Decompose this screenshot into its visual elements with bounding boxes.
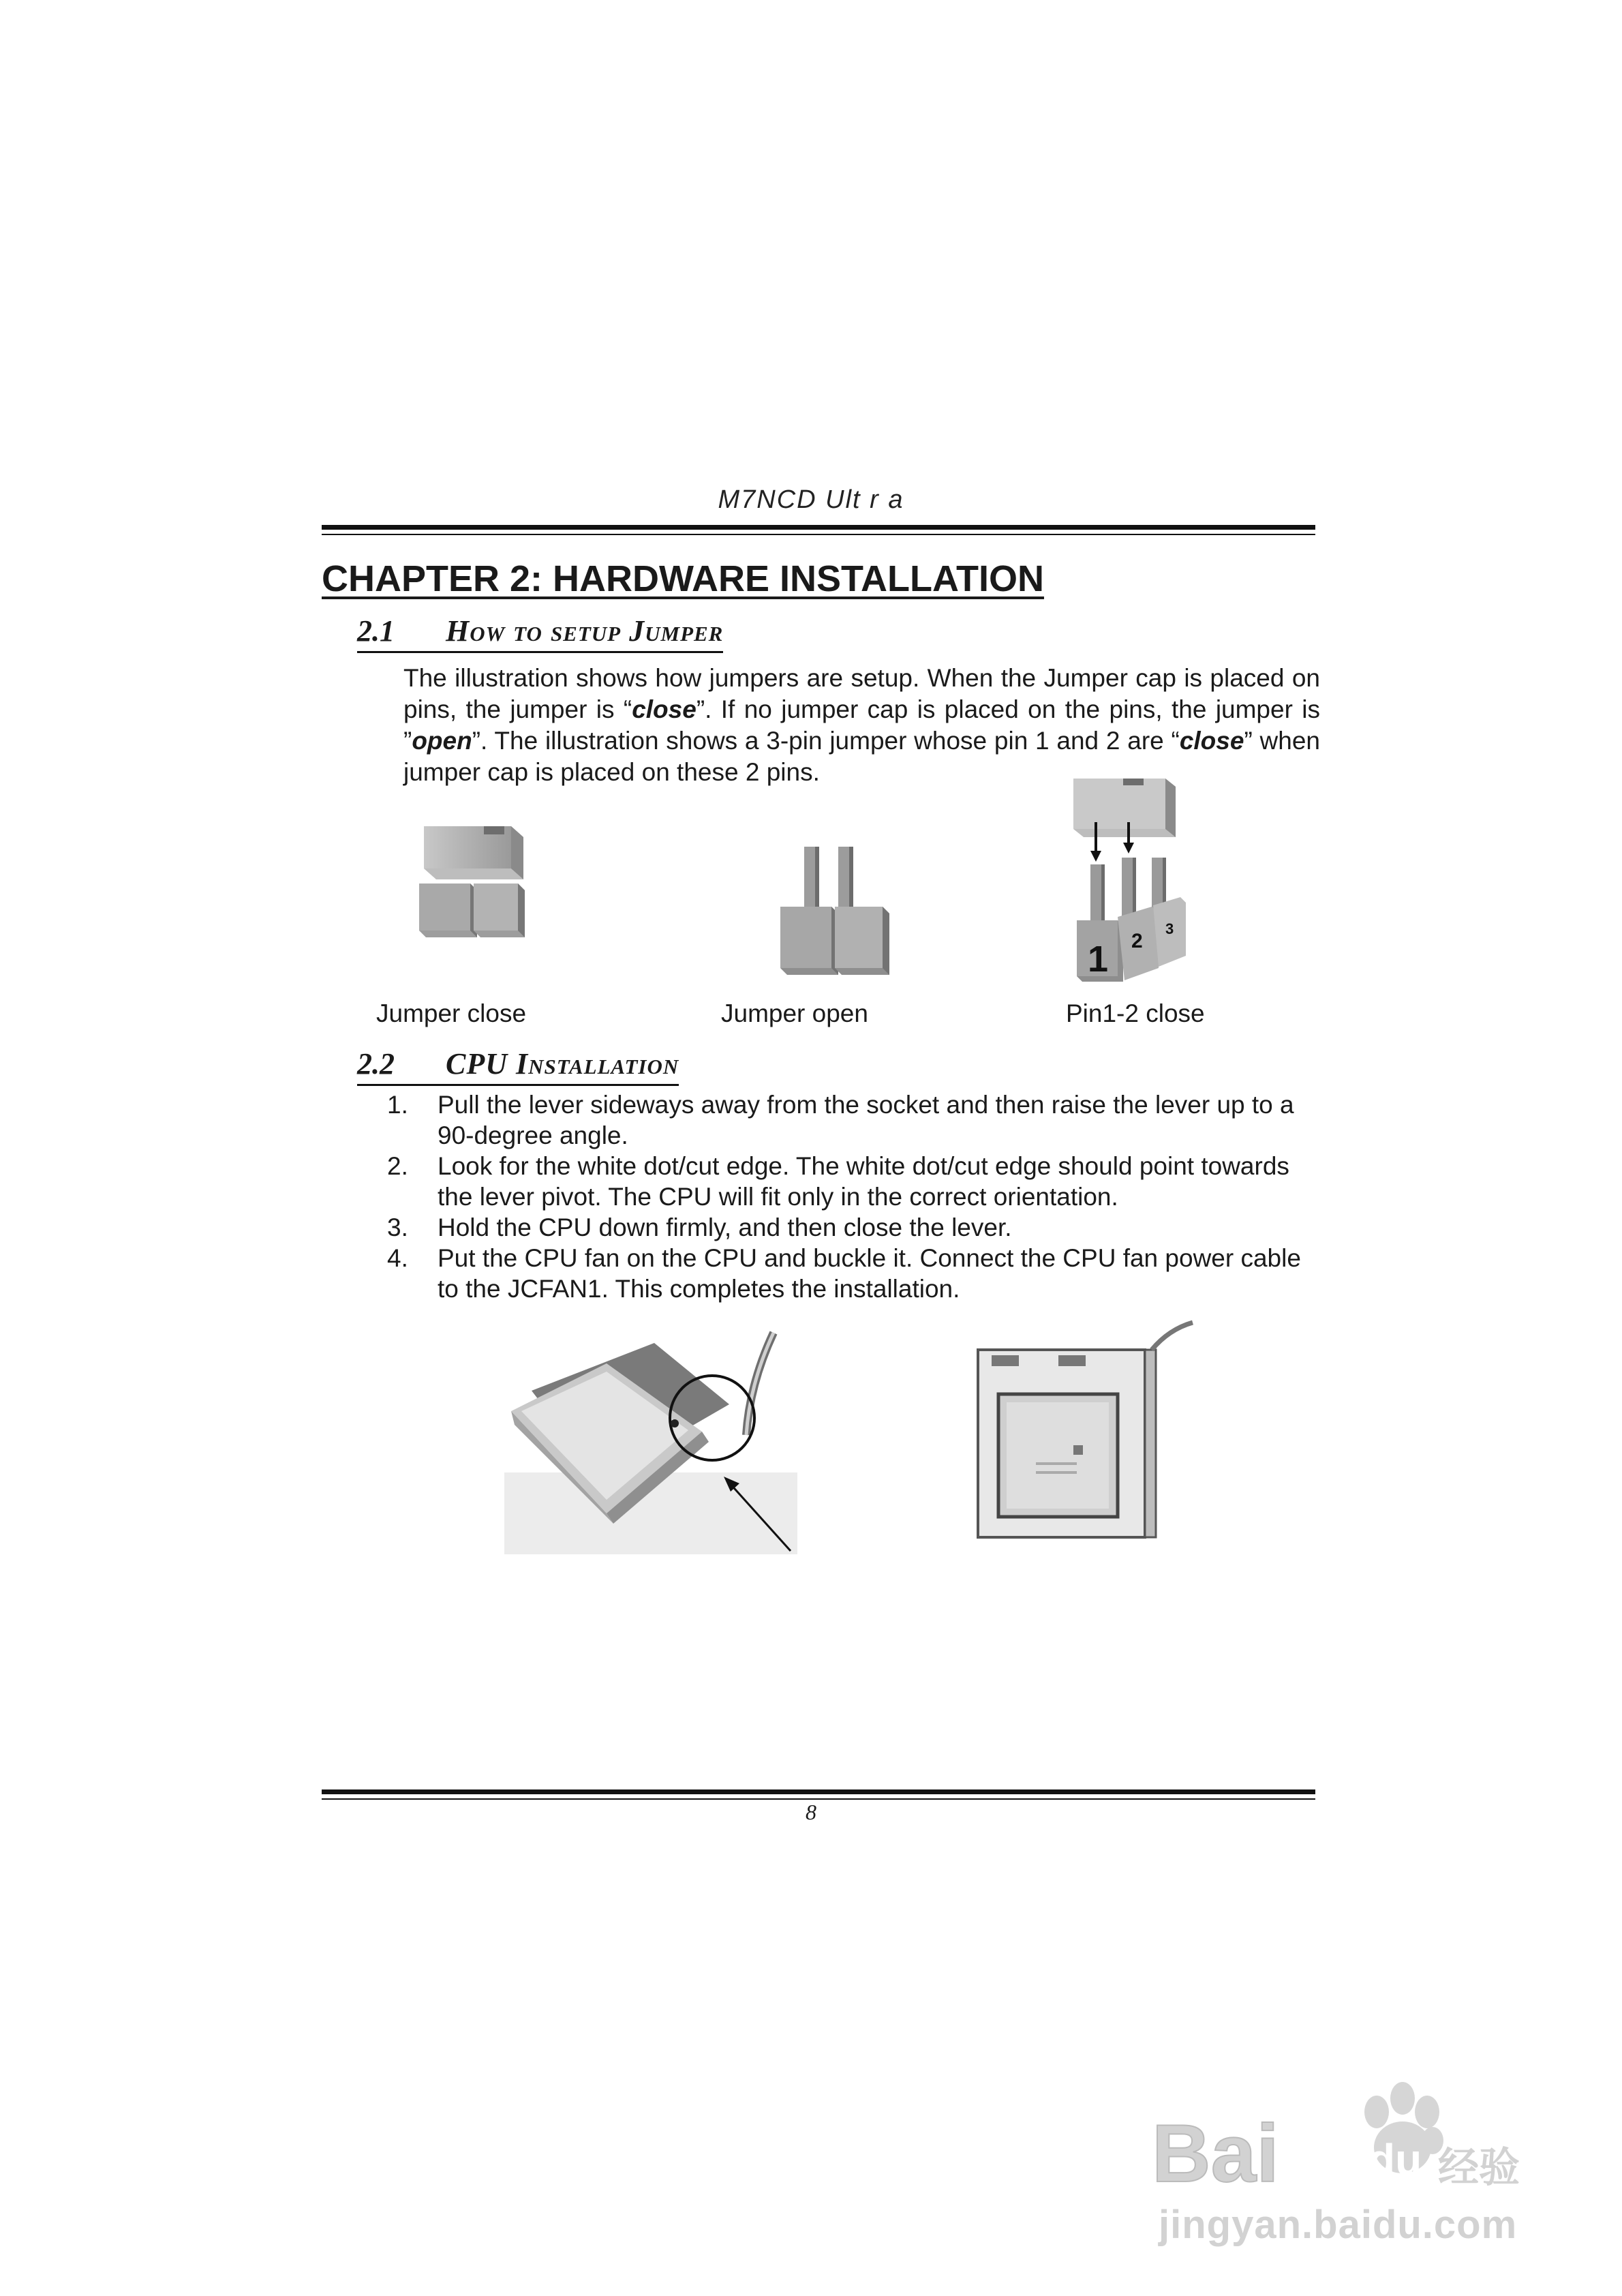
- watermark-brand-du: du: [1368, 2135, 1422, 2184]
- list-item: [382, 1212, 1322, 1243]
- list-item: [382, 1151, 1322, 1212]
- jumper-intro-paragraph: [403, 663, 1320, 788]
- cpu-socket-lever-photo: [504, 1316, 797, 1554]
- header-rule-thick: [322, 525, 1315, 530]
- footer-rule-thick: [322, 1789, 1315, 1794]
- pin-label-1: 1: [1088, 939, 1109, 980]
- watermark-cn: 经验: [1438, 2144, 1520, 2192]
- section-title: How to setup Jumper: [446, 614, 724, 648]
- emphasis-close: close: [1179, 727, 1244, 755]
- step-number: 1.: [387, 1091, 408, 1119]
- text-run: ”. If no jumper cap is placed on the pins, the jumper is ”: [403, 695, 1320, 755]
- pin-label-2: 2: [1131, 930, 1143, 952]
- step-text: Put the CPU fan on the CPU and buckle it. Connect the CPU fan power cable to the JCFAN1. This completes the installation.: [438, 1244, 1301, 1303]
- running-header: M7NCD Ult r a: [718, 485, 904, 514]
- text-run: ”. The illustration shows a 3-pin jumper whose pin 1 and 2 are “: [472, 727, 1180, 755]
- section-number: 2.1: [357, 614, 395, 648]
- step-number: 3.: [387, 1213, 408, 1241]
- step-text: Pull the lever sideways away from the socket and then raise the lever up to a 90-degree angle.: [438, 1091, 1294, 1149]
- list-item: [382, 1243, 1322, 1304]
- pin-label-3: 3: [1165, 920, 1174, 937]
- section-number: 2.2: [357, 1047, 395, 1081]
- baidu-watermark-logo: [1152, 2072, 1520, 2209]
- section-heading-2-2: [357, 1046, 679, 1086]
- watermark-brand: Bai: [1152, 2108, 1279, 2199]
- text-run: ” when jumper cap is placed on these 2 pins.: [403, 727, 1320, 786]
- section-heading-2-1: [357, 614, 723, 653]
- step-text: Hold the CPU down firmly, and then close the lever.: [438, 1213, 1012, 1241]
- caption-jumper-close: Jumper close: [376, 999, 527, 1027]
- emphasis-open: open: [412, 727, 472, 755]
- cpu-installation-steps: [382, 1089, 1322, 1304]
- step-number: 4.: [387, 1244, 408, 1272]
- jumper-open-illustration: [770, 839, 906, 988]
- step-number: 2.: [387, 1152, 408, 1180]
- step-text: Look for the white dot/cut edge. The white dot/cut edge should point towards the lever pivot. The CPU will fit only in the correct orientation.: [438, 1152, 1289, 1211]
- text-run: The illustration shows how jumpers are setup. When the Jumper cap is placed on pins, the jumper is “: [403, 664, 1320, 723]
- chapter-title: CHAPTER 2: HARDWARE INSTALLATION: [322, 558, 1044, 599]
- page-number: 8: [806, 1800, 816, 1824]
- cpu-seated-photo: [971, 1316, 1203, 1541]
- section-title: CPU Installation: [446, 1047, 679, 1081]
- caption-jumper-open: Jumper open: [721, 999, 868, 1027]
- header-rule-thin: [322, 534, 1315, 535]
- list-item: [382, 1089, 1322, 1151]
- emphasis-close: close: [632, 695, 697, 723]
- caption-pin12-close: Pin1-2 close: [1066, 999, 1205, 1027]
- pin12-close-illustration: [1063, 777, 1213, 988]
- jumper-close-illustration: [409, 818, 545, 954]
- watermark-url: jingyan.baidu.com: [1159, 2203, 1518, 2247]
